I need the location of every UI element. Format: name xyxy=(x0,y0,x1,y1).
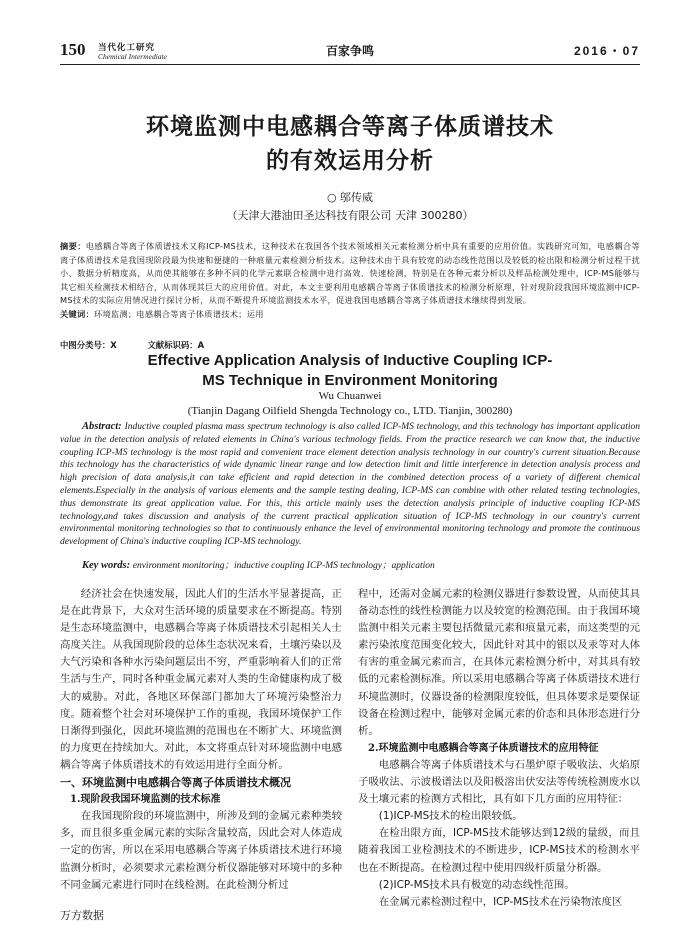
paragraph: 在金属元素检测过程中，ICP-MS技术在污染物浓度区 xyxy=(378,895,623,908)
subsection-heading: 2.环境监测中电感耦合等离子体质谱技术的应用特征 xyxy=(368,742,599,754)
english-keywords-label: Key words xyxy=(82,560,127,571)
english-abstract-text: Inductive coupled plasma mass spectrum technology is also called ICP-MS technology, and this technology has important application value in the detection analysis of related elements in China's various technology fields. From the practice research we can know that, the inductive coupling ICP-MS technology is the most rapid and convenient trace element detection analysis technology in our country's current situation.Because this technology has the characteristics of wide dynamic linear range and low detection limit and little interference in detection analysis process and high precision of data analysis,it can take efficient and rapid detection in the combined detection process of a variety of different chemical elements.Especially in the analysis of various elements and the sample testing dealing, ICP-MS can combine with other related testing technologies, thus demonstrate its great application value. For this, this article mainly uses the detection analysis principle of inductive coupling ICP-MS technology,and takes discussion and analysis of the current practical application situation of ICP-MS technology in our country's current environmental monitoring technologies so that to continuously enhance the level of environmental monitoring technology and promote the continuous development of China's inductive coupling ICP-MS technology. xyxy=(60,422,640,548)
paragraph: 在我国现阶段的环境监测中，所涉及到的金属元素种类较多，而且很多重金属元素的实际含量较高，因此会对人体造成一定的伤害，所以在采用电感耦合等离子体质谱技术进行环境监测分析时，必须要求元素检测分析仪器能够对环境中的多种不同金属元素进行同时在线检测。在此检测分析过 xyxy=(60,810,342,891)
article-title-line2: 的有效运用分析 xyxy=(266,148,434,174)
paragraph: 程中，还需对金属元素的检测仪器进行参数设置，从而使其具备动态性的线性检测能力以及较宽的检测范围。由于我国环境监测中相关元素主要包括微量元素和痕量元素，而这类型的元素污染浓度范围变化较大，因此针对其中的银以及汞等对人体有害的重金属元素而言，在具体元素检测分析中，对其具有较低的元素检测标准。所以采用电感耦合等离子体质谱技术进行环境监测时，仪器设备的检测限度较低，但具体要求是要保证设备在检测过程中，能够对金属元素的价态和具体形态进行分析。 xyxy=(358,588,640,737)
english-title-line1: Effective Application Analysis of Inductive Coupling ICP- xyxy=(147,352,553,369)
paragraph: 经济社会在快速发展，因此人们的生活水平显著提高，正是在此背景下，大众对生活环境的质量要求在不断提高。特别是生态环境监测中，电感耦合等离子体质谱技术引起相关人士高度关注。从我国现阶段的总体生态状况来看，土壤污染以及大气污染和各种水污染问题层出不穷，严重影响着人们的正常生活与生产，同时各种重金属元素对人类的生命健康构成了极大的威胁。对此，各地区环保部门都加大了环境污染整治力度。随着整个社会对环境保护工作的重视，我国环境保护工作日渐得到强化，因此环境监测的范围也在不断扩大、环境监测的力度更在持续加大。对此，本文将重点针对环境监测中电感耦合等离子体质谱技术的有效运用进行全面分析。 xyxy=(60,588,342,771)
section-heading: 一、环境监测中电感耦合等离子体质谱技术概况 xyxy=(60,776,291,790)
journal-name-cn: 当代化工研究 xyxy=(98,43,156,53)
paragraph: 在检出限方面，ICP-MS技术能够达到12级的量级，而且随着我国工业检测技术的不断进步，ICP-MS技术的检测水平也在不断提高。在检测过程中使用四级杆质量分析器。 xyxy=(358,827,640,874)
affiliation: （天津大港油田圣达科技有限公司 天津 300280） xyxy=(226,209,474,222)
keywords-cn-label: 关键词： xyxy=(60,308,94,319)
english-author: Wu Chuanwei xyxy=(318,390,382,402)
class-value: X xyxy=(110,340,117,350)
class-label: 中图分类号： xyxy=(60,340,111,350)
body-right-column xyxy=(358,586,640,911)
abstract-cn xyxy=(60,240,640,321)
english-keywords-text: environment monitoring；inductive coupling ICP-MS technology；application xyxy=(132,561,435,571)
english-affiliation: (Tianjin Dagang Oilfield Shengda Technology co., LTD. Tianjin, 300280) xyxy=(187,405,513,417)
english-abstract: Abstract: Inductive coupled plasma mass spectrum technology is also called ICP-MS technology, and this technology has important application value in the detection analysis of related elements in China's various technology fields. From the practice research we can know that, the inductive coupling ICP-MS technology is the most rapid and convenient trace element detection analysis technology in our country's current situation.Because this technology has the characteristics of wide dynamic linear range and low detection limit and little interference in detection analysis process and high precision of data analysis,it can take efficient and rapid detection in the combined detection process of a variety of different chemical elements.Especially in the analysis of various elements and the sample testing dealing, ICP-MS can combine with other related testing technologies, thus demonstrate its great application value. For this, this article mainly uses the detection analysis principle of inductive coupling ICP-MS technology,and takes discussion and analysis of the current practical application situation of ICP-MS technology in our country's current environmental monitoring technologies so that to continuously enhance the level of environmental monitoring technology and promote the continuous development of China's inductive coupling ICP-MS technology. xyxy=(60,421,640,548)
english-title-line2: MS Technique in Environment Monitoring xyxy=(202,372,498,389)
paragraph: (2)ICP-MS技术具有极宽的动态线性范围。 xyxy=(378,878,575,891)
section-name: 百家争鸣 xyxy=(325,44,374,58)
code-value: A xyxy=(197,340,205,350)
issue-date: 2016・07 xyxy=(573,44,640,58)
subsection-heading: 1.现阶段我国环境监测的技术标准 xyxy=(70,794,221,806)
english-abstract-label: Abstract xyxy=(82,421,119,432)
abstract-cn-label: 摘要： xyxy=(60,241,86,251)
author: ○ 邬传威 xyxy=(326,191,374,204)
page-number: 150 xyxy=(60,40,86,59)
body-left-column xyxy=(60,586,342,894)
page-header xyxy=(60,40,640,64)
footer-watermark: 万方数据 xyxy=(60,909,104,922)
keywords-cn: 环境监测；电感耦合等离子体质谱技术；运用 xyxy=(93,308,264,319)
article-title-line1: 环境监测中电感耦合等离子体质谱技术 xyxy=(146,114,554,140)
english-keywords: Key words: environment monitoring；inductive coupling ICP-MS technology；application xyxy=(82,560,435,571)
header-rule xyxy=(60,64,640,65)
code-label: 文献标识码： xyxy=(147,340,198,350)
paragraph: (1)ICP-MS技术的检出限较低。 xyxy=(378,810,523,823)
classification-line xyxy=(60,339,204,351)
journal-name-en: Chemical Intermediate xyxy=(98,52,167,61)
paragraph: 电感耦合等离子体质谱技术与石墨炉原子吸收法、火焰原子吸收法、示波极谱法以及阳极溶出伏安法等传统检测废水以及土壤元素的检测方式相比，具有如下几方面的应用特征： xyxy=(358,758,640,806)
abstract-cn-text: 电感耦合等离子体质谱技术又称ICP-MS技术，这种技术在我国各个技术领域相关元素检测分析中具有重要的应用价值。实践研究可知，电感耦合等离子体质谱技术是我国现阶段最为快速和便捷的一种痕量元素检测分析技术。这种技术由于具有较宽的动态线性范围以及较低的检出限和检测分析过程干扰小、数据分析精度高，从而使其能够在多种不同的化学元素联合检测中进行高效、快速检测，特别是在各种元素分析以及样品检测处理中，ICP-MS能够与其它相关检测技术相结合，从而体现其巨大的应用价值。对此，本文主要利用电感耦合等离子体质谱技术的检测分析原理，针对现阶段我国环境监测中ICP-MS技术的实际应用情况进行探讨分析，从而不断提升环境监测技术水平，促进我国电感耦合等离子体质谱技术继续得到发展。 xyxy=(60,241,640,305)
